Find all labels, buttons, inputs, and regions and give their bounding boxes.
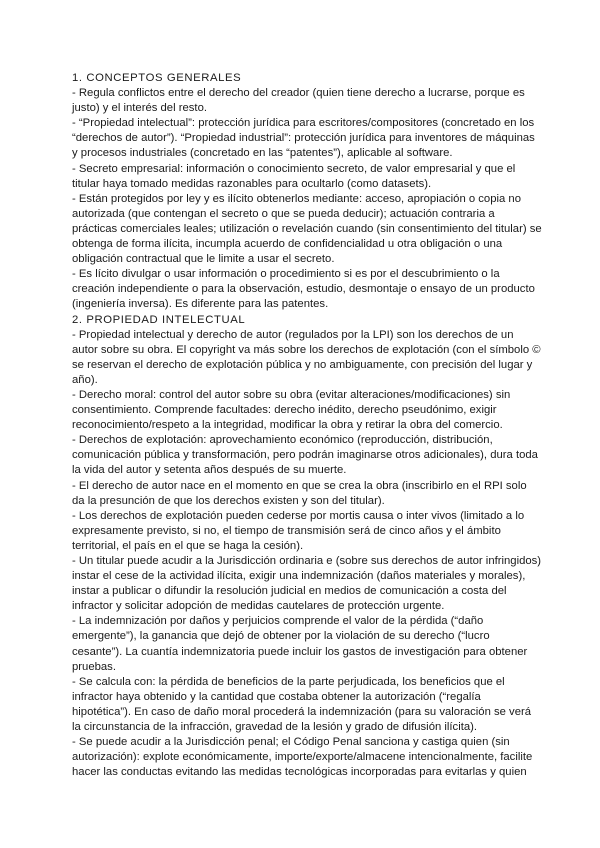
paragraph: - Propiedad intelectual y derecho de autor (regulados por la LPI) son los derechos de un autor sobre su obra. El copyright va más sobre los derechos de explotación (con el símbolo © se reservan el derecho de explotación pública y no ambiguamente, con precisión del lugar y año). <box>72 328 541 386</box>
paragraph: - Secreto empresarial: información o conocimiento secreto, de valor empresarial y que el titular haya tomado medidas razonables para ocultarlo (como datasets). <box>72 162 516 190</box>
section-heading-propiedad-intelectual: 2. PROPIEDAD INTELECTUAL <box>72 313 246 326</box>
paragraph: - Un titular puede acudir a la Jurisdicción ordinaria e (sobre sus derechos de autor infringidos) instar el cese de la actividad ilícita, exigir una indemnización (daños materiales y morales), instar a publicar o difundir la resolución judicial en medios de comunicación a costa del infractor y solicitar adopción de medidas cautelares de protección urgente. <box>72 555 542 613</box>
paragraph: - Derechos de explotación: aprovechamiento económico (reproducción, distribución, comunicación pública y transformación, pero podrán imaginarse otros adicionales), dura toda la vida del autor y setenta años después de su muerte. <box>72 434 538 477</box>
paragraph: - “Propiedad intelectual”: protección jurídica para escritores/compositores (concretado en los “derechos de autor”). “Propiedad industrial”: protección jurídica para inventores de máquinas y procesos industriales (concretado en las “patentes”), aplicable al software. <box>72 117 535 160</box>
paragraph: - Se puede acudir a la Jurisdicción penal; el Código Penal sanciona y castiga quien (sin autorización): explote económicamente, importe/exporte/almacene intencionalmente, facilite hacer las conductas evitando las medidas tecnológicas incorporadas para evitarlas y quien <box>72 736 533 779</box>
paragraph: - Es lícito divulgar o usar información o procedimiento si es por el descubrimiento o la creación independiente o para la observación, estudio, desmontaje o ensayo de un producto (ingeniería inversa). Es diferente para las patentes. <box>72 268 535 311</box>
paragraph: - Regula conflictos entre el derecho del creador (quien tiene derecho a lucrarse, porque es justo) y el interés del resto. <box>72 87 525 115</box>
paragraph: - La indemnización por daños y perjuicios comprende el valor de la pérdida (“daño emergente”), la ganancia que dejó de obtener por la violación de su derecho (“lucro cesante”). La cuantía indemnizatoria puede incluir los gastos de investigación para obtener pruebas. <box>72 615 528 673</box>
paragraph: - Derecho moral: control del autor sobre su obra (evitar alteraciones/modificaciones) sin consentimiento. Comprende facultades: derecho inédito, derecho pseudónimo, exigir reconocimiento/respeto a la integridad, modificar la obra y retirar la obra del comercio. <box>72 388 511 432</box>
paragraph: - El derecho de autor nace en el momento en que se crea la obra (inscribirlo en el RPI solo da la presunción de que los derechos existen y son del titular). <box>72 479 527 507</box>
section-heading-conceptos-generales: 1. CONCEPTOS GENERALES <box>72 72 242 84</box>
paragraph: - Están protegidos por ley y es ilícito obtenerlos mediante: acceso, apropiación o copia no autorizada (que contengan el secreto o que se pueda deducir); actuación contraria a prácticas comerciales leales; utilización o revelación cuando (sin consentimiento del titular) se obtenga de forma ilícita, incumpla acuerdo de confidencialidad u otra obligación o una obligación contractual que le limite a usar el secreto. <box>72 192 542 266</box>
paragraph: - Se calcula con: la pérdida de beneficios de la parte perjudicada, los beneficios que el infractor haya obtenido y la cantidad que costaba obtener la autorización (“regalía hipotética”). En caso de daño moral procederá la indemnización (para su valoración se verá la circunstancia de la infracción, gravedad de la lesión y grado de difusión ilícita). <box>72 675 532 734</box>
paragraph: - Los derechos de explotación pueden cederse por mortis causa o inter vivos (limitado a lo expresamente previsto, si no, el tiempo de transmisión será de cinco años y el ámbito territorial, el país en el que se haga la cesión). <box>72 509 525 552</box>
